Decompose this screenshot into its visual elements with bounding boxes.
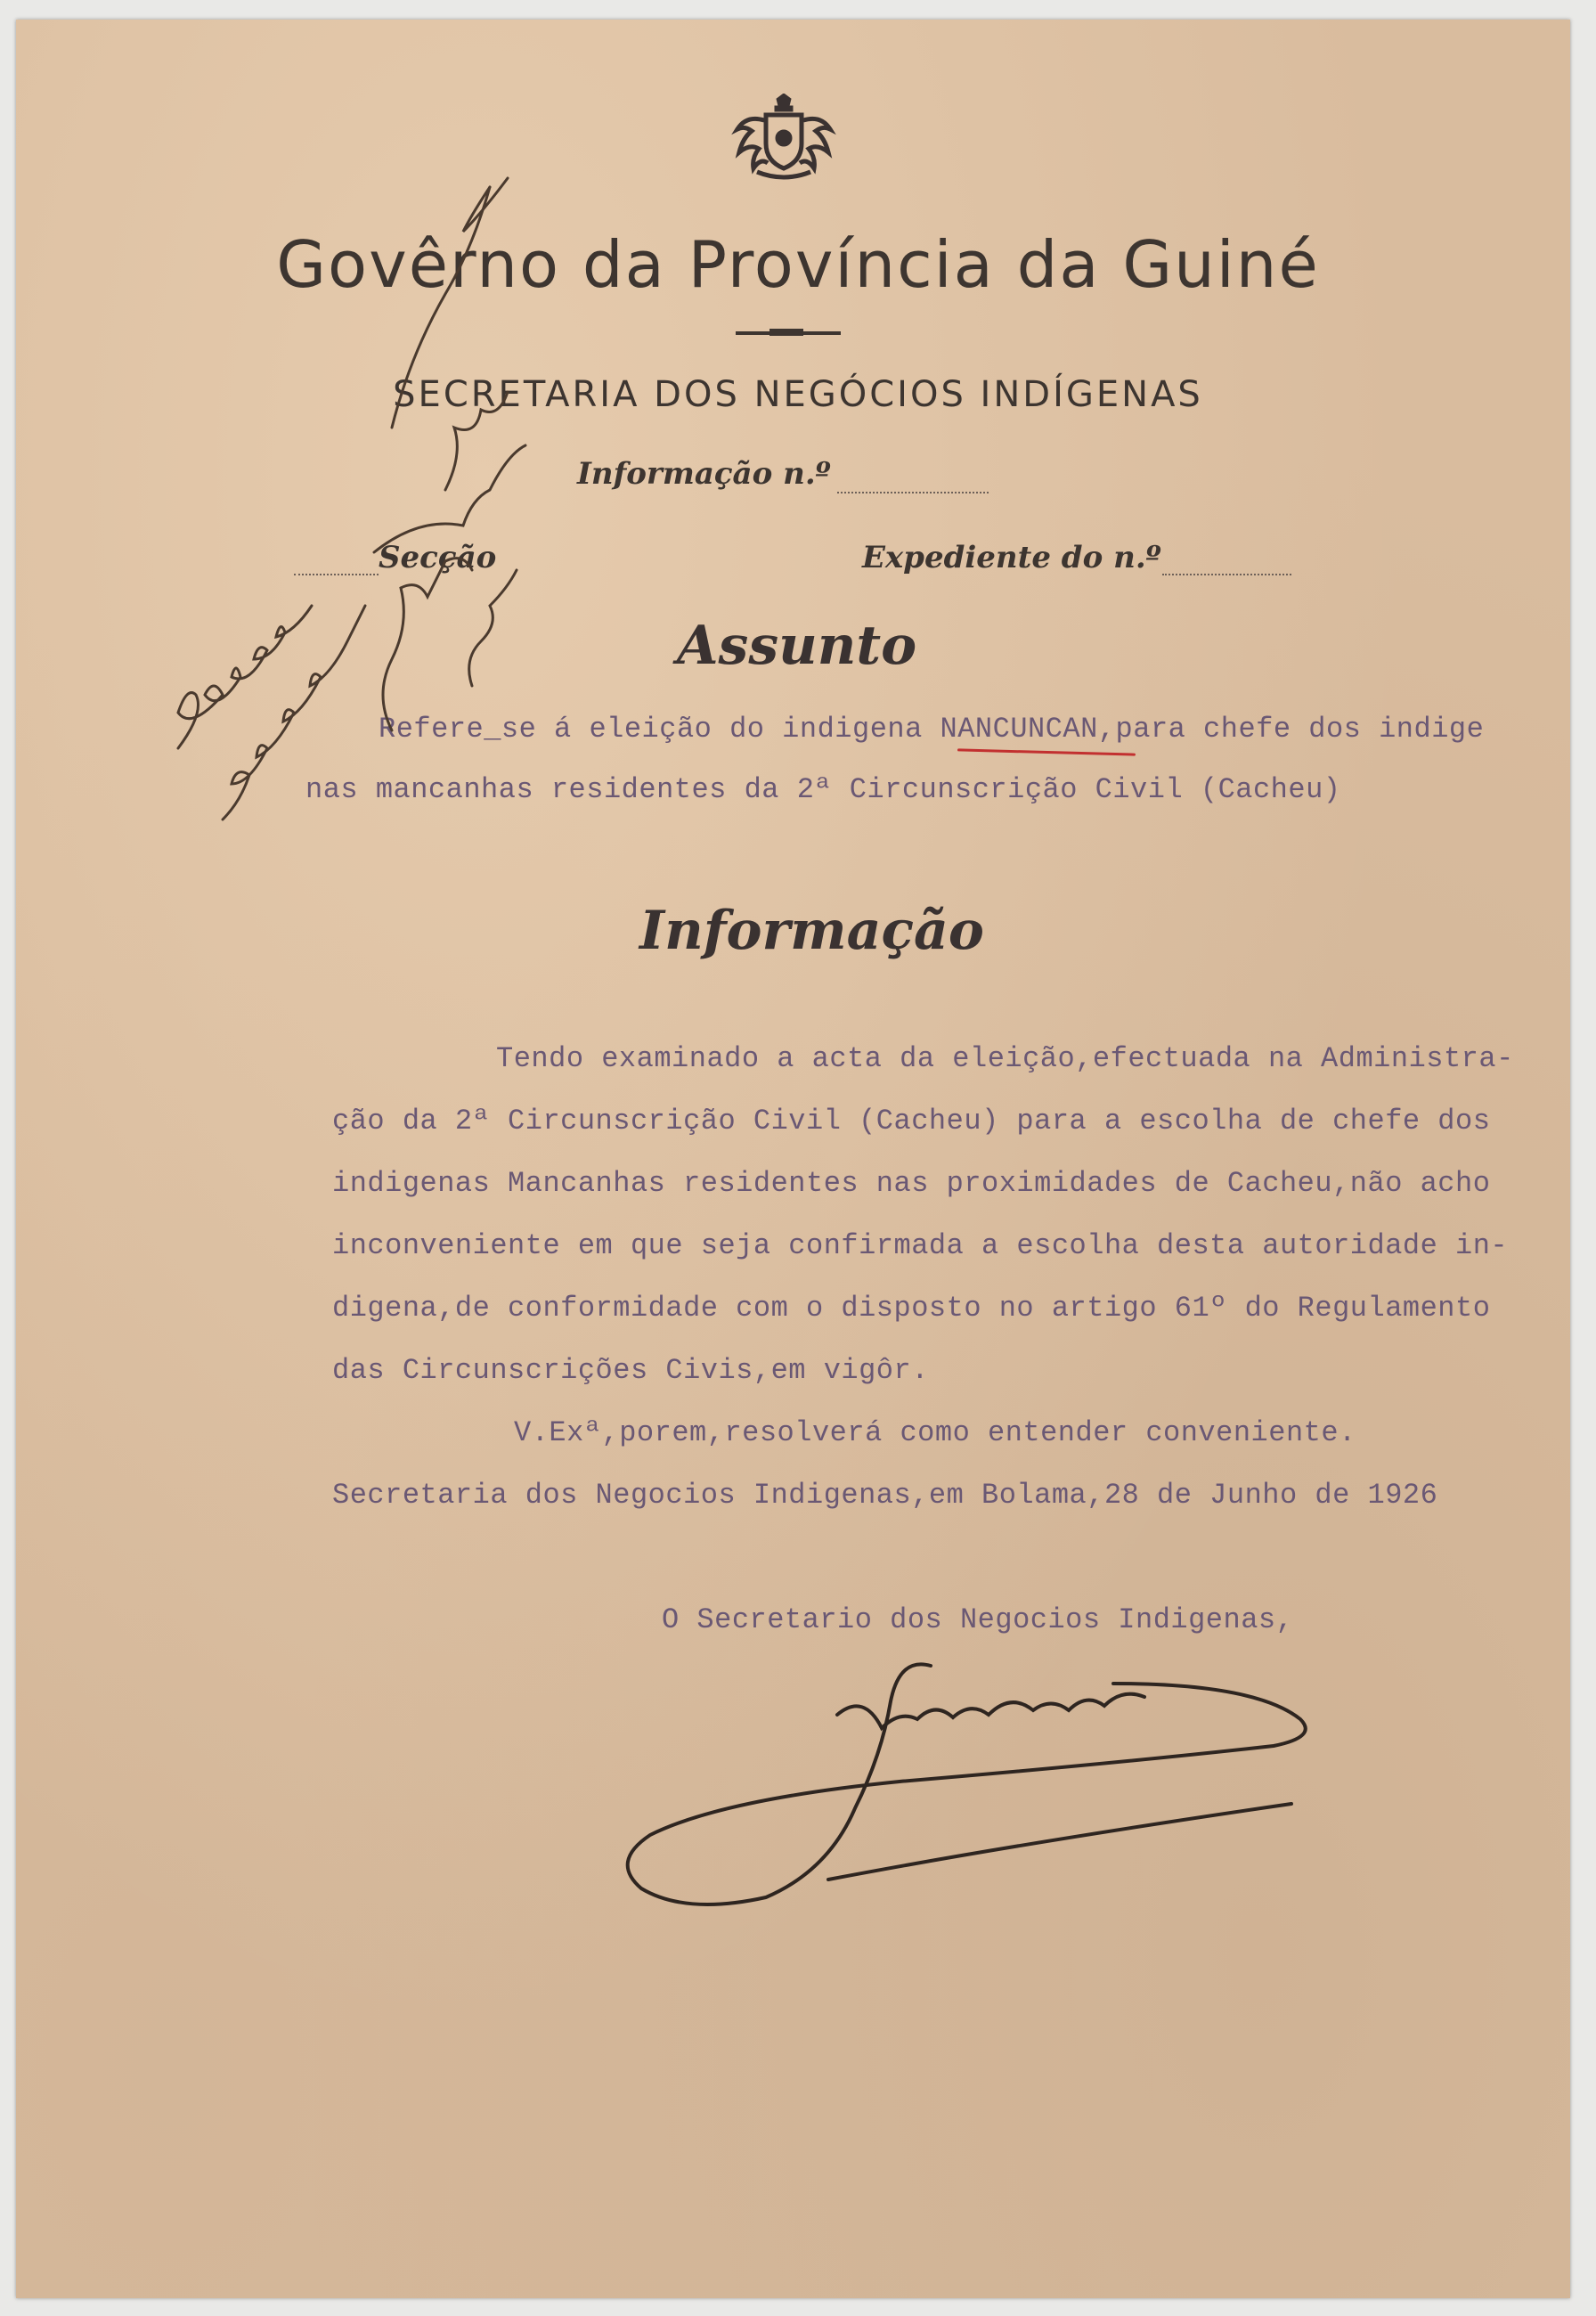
body-line-6: das Circunscrições Civis,em vigôr. <box>332 1354 929 1387</box>
body-line-5: digena,de conformidade com o disposto no artigo 61º do Regulamento <box>332 1292 1491 1325</box>
assunto-text-part1: Refere_se á eleição do indigena <box>379 713 940 746</box>
handwritten-margin-note-icon <box>151 160 570 837</box>
body-line-4: inconveniente em que seja confirmada a escolha desta autoridade in- <box>332 1229 1509 1262</box>
informacao-number-label: Informação n.º <box>577 456 831 492</box>
assunto-line-2: nas mancanhas residentes da 2ª Circunscrição Civil (Cacheu) <box>305 773 1341 806</box>
expediente-line <box>1162 574 1291 575</box>
informacao-number-line <box>837 492 989 493</box>
signature-icon <box>615 1648 1327 1915</box>
assunto-text-part2: ,para chefe dos indige <box>1097 713 1485 746</box>
closing-line: V.Exª,porem,resolverá como entender conveniente. <box>514 1416 1356 1449</box>
body-line-2: ção da 2ª Circunscrição Civil (Cacheu) para a escolha de chefe dos <box>332 1105 1491 1138</box>
person-name: NANCUNCAN <box>940 713 1098 746</box>
seccao-label: Secção <box>379 540 497 575</box>
department-name: SECRETARIA DOS NEGÓCIOS INDÍGENAS <box>393 374 1203 415</box>
coat-of-arms-icon <box>730 94 837 183</box>
informacao-heading: Informação <box>639 900 984 962</box>
place-date-line: Secretaria dos Negocios Indigenas,em Bolama,28 de Junho de 1926 <box>332 1479 1438 1512</box>
assunto-heading: Assunto <box>677 615 917 677</box>
signatory-title: O Secretario dos Negocios Indigenas, <box>662 1603 1294 1636</box>
government-title: Govêrno da Província da Guiné <box>276 227 1320 302</box>
body-line-1: Tendo examinado a acta da eleição,efectuada na Administra- <box>496 1042 1514 1075</box>
body-line-3: indigenas Mancanhas residentes nas proximidades de Cacheu,não acho <box>332 1167 1491 1200</box>
title-divider-center <box>770 329 803 336</box>
expediente-label: Expediente do n.º <box>862 540 1161 575</box>
